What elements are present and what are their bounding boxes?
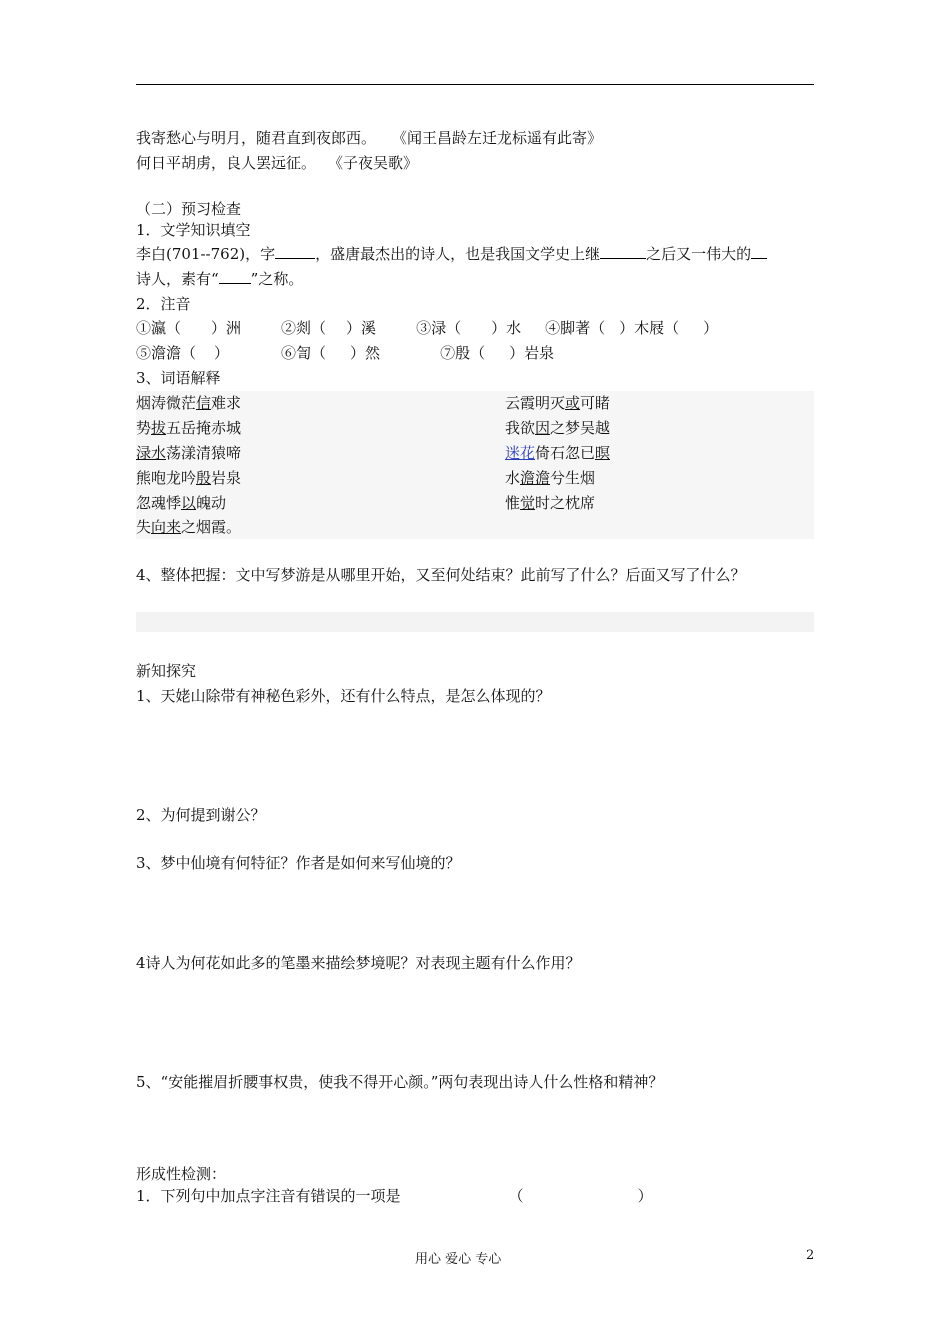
formative-question-1 <box>136 1186 653 1206</box>
fill-blank[interactable] <box>600 244 646 259</box>
underlined-word: 澹澹 <box>520 469 551 487</box>
fill-blank[interactable] <box>275 244 315 259</box>
text: 我欲 <box>505 419 536 437</box>
vocab-item <box>505 393 610 413</box>
text: 之梦吴越 <box>550 419 611 437</box>
hyperlink[interactable]: 迷花 <box>505 444 536 462</box>
text: ）洲 <box>211 319 242 337</box>
text: 1．下列句中加点字注音有错误的一项是 <box>136 1187 401 1205</box>
vocab-item <box>505 443 610 463</box>
explore-question-2: 2、为何提到谢公？ <box>136 806 266 824</box>
question-1-line-1 <box>136 244 767 264</box>
text: ，盛唐最杰出的诗人，也是我国文学史上继 <box>315 245 601 263</box>
poem-line: 何日平胡虏，良人罢远征。 <box>136 154 317 172</box>
text: 倚石忽已 <box>535 444 596 462</box>
underlined-word: 或 <box>565 394 581 412</box>
question-1-line-2 <box>136 269 303 289</box>
underlined-word: 暝 <box>595 444 611 462</box>
text: ⑥訇（ <box>281 344 327 362</box>
question-3-title: 3、词语解释 <box>136 369 221 387</box>
pinyin-row-2 <box>136 343 554 363</box>
explore-question-3: 3、梦中仙境有何特征？作者是如何来写仙境的？ <box>136 854 461 872</box>
text: ）岩泉 <box>509 344 555 362</box>
header-rule <box>136 84 814 85</box>
text: ） <box>703 319 719 337</box>
underlined-word: 殷 <box>196 469 212 487</box>
vocab-item <box>136 393 241 413</box>
poem-ref-1 <box>136 128 602 148</box>
text: 魄动 <box>196 494 227 512</box>
question-1-title: 1．文学知识填空 <box>136 221 251 239</box>
underlined-word: 因 <box>535 419 551 437</box>
poem-source: 《闻王昌龄左迁龙标遥有此寄》 <box>392 129 603 147</box>
pinyin-row-1 <box>136 318 718 338</box>
section-heading-preview: （二）预习检查 <box>136 200 242 218</box>
text: 李白(701--762)，字 <box>136 245 276 263</box>
fill-blank[interactable] <box>751 244 767 259</box>
poem-source: 《子夜吴歌》 <box>328 154 419 172</box>
text: 之烟霞。 <box>181 518 242 536</box>
text: 兮生烟 <box>550 469 596 487</box>
underlined-word: 觉 <box>520 494 536 512</box>
text: 可睹 <box>580 394 611 412</box>
text: ⑤澹澹（ <box>136 344 197 362</box>
text: 忽魂悸 <box>136 494 182 512</box>
text: 诗人，素有“ <box>136 270 219 288</box>
vocab-item <box>136 493 226 513</box>
vocab-item <box>136 517 241 537</box>
text: ④脚著（ <box>545 319 606 337</box>
text: ②剡（ <box>281 319 327 337</box>
question-4: 4、整体把握：文中写梦游是从哪里开始，又至何处结束？此前写了什么？后面又写了什么？ <box>136 566 746 584</box>
explore-question-4: 4诗人为何花如此多的笔墨来描绘梦境呢？对表现主题有什么作用？ <box>136 954 581 972</box>
footer-motto: 用心 爱心 专心 <box>415 1252 502 1267</box>
text: ）然 <box>350 344 381 362</box>
vocab-item <box>505 468 595 488</box>
vocab-item <box>505 493 595 513</box>
text: 五岳掩赤城 <box>166 419 242 437</box>
text: 时之枕席 <box>535 494 596 512</box>
poem-ref-2 <box>136 153 418 173</box>
text: 失 <box>136 518 152 536</box>
answer-paren: ） <box>637 1187 653 1205</box>
text: ）木屐（ <box>619 319 680 337</box>
fill-blank[interactable] <box>219 269 251 284</box>
underlined-word: 以 <box>181 494 197 512</box>
text: 势 <box>136 419 152 437</box>
section-heading-formative: 形成性检测： <box>136 1165 227 1183</box>
text: 水 <box>505 469 521 487</box>
text: 岩泉 <box>211 469 242 487</box>
text: ⑦殷（ <box>440 344 486 362</box>
underlined-word: 信 <box>196 394 212 412</box>
text: ①瀛（ <box>136 319 182 337</box>
answer-area[interactable] <box>136 612 814 632</box>
underlined-word: 向来 <box>151 518 182 536</box>
text: 烟涛微茫 <box>136 394 197 412</box>
page-number: 2 <box>806 1248 815 1263</box>
text: 荡漾清猿啼 <box>166 444 242 462</box>
text: ）溪 <box>346 319 377 337</box>
vocab-item <box>136 443 241 463</box>
text: ”之称。 <box>250 270 304 288</box>
explore-question-5: 5、“安能摧眉折腰事权贵，使我不得开心颜。”两句表现出诗人什么性格和精神？ <box>136 1073 664 1091</box>
poem-line: 我寄愁心与明月，随君直到夜郎西。 <box>136 129 377 147</box>
underlined-word: 渌水 <box>136 444 167 462</box>
vocab-item <box>136 468 241 488</box>
text: ③渌（ <box>416 319 462 337</box>
section-heading-explore: 新知探究 <box>136 662 197 680</box>
vocab-item <box>136 418 241 438</box>
text: 云霞明灭 <box>505 394 566 412</box>
text: ）水 <box>491 319 522 337</box>
text: 熊咆龙吟 <box>136 469 197 487</box>
explore-question-1: 1、天姥山除带有神秘色彩外，还有什么特点，是怎么体现的？ <box>136 687 551 705</box>
answer-paren: （ <box>508 1187 524 1205</box>
text: ） <box>214 344 230 362</box>
vocab-item <box>505 418 610 438</box>
text: 惟 <box>505 494 521 512</box>
underlined-word: 拔 <box>151 419 167 437</box>
text: 之后又一伟大的 <box>646 245 752 263</box>
question-2-title: 2．注音 <box>136 295 191 313</box>
text: 难求 <box>211 394 242 412</box>
